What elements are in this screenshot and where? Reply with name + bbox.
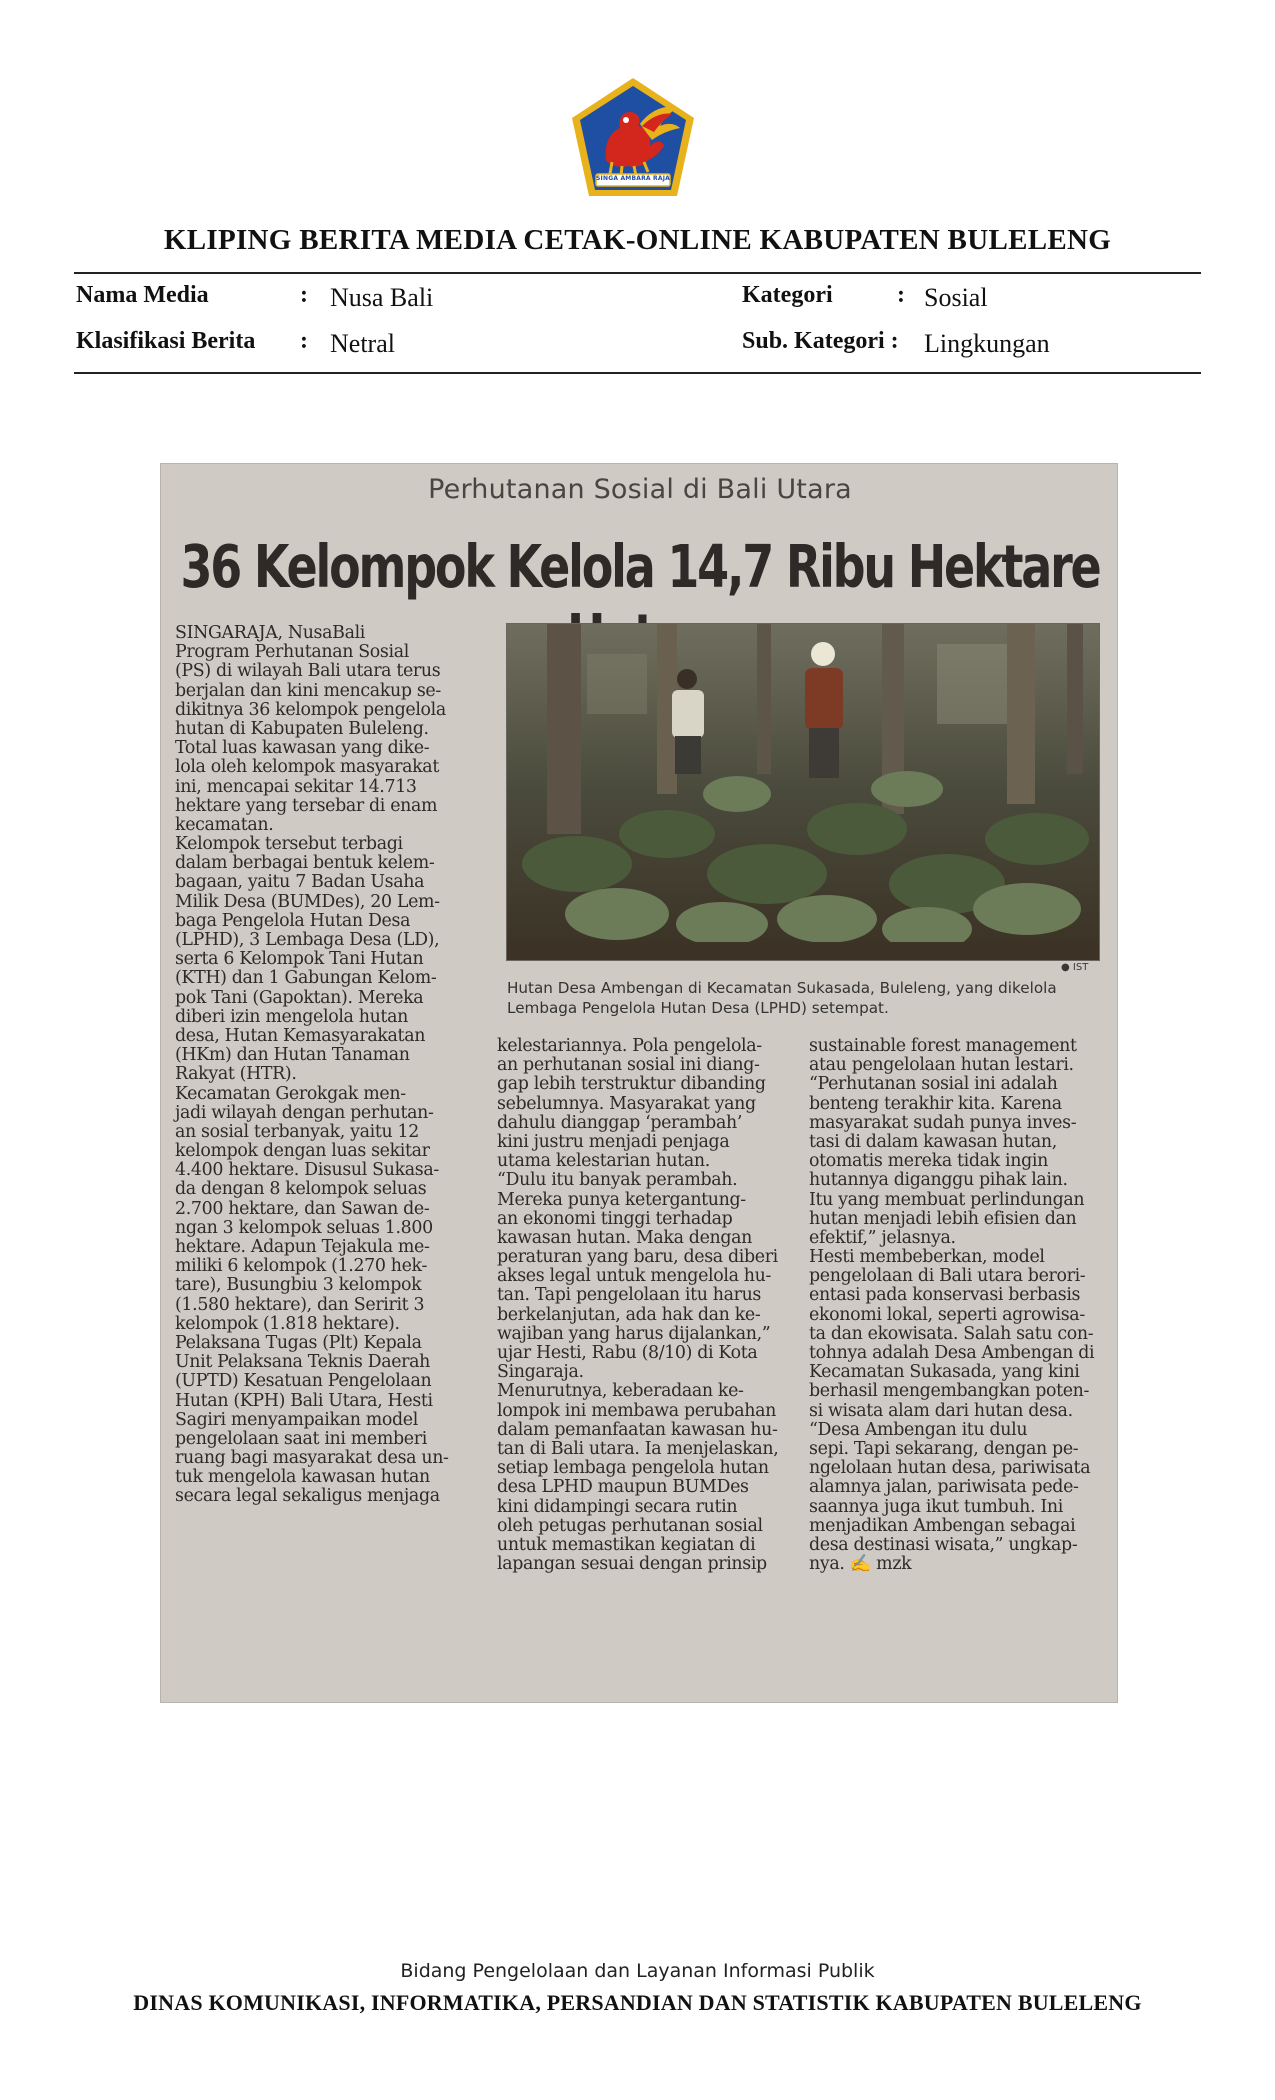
newspaper-clipping [160, 463, 1118, 1703]
article-text-line: ini, mencapai sekitar 14.713 [175, 776, 417, 797]
article-text-line: (HKm) dan Hutan Tanaman [175, 1045, 410, 1066]
article-text-line: Singaraja. [497, 1362, 584, 1383]
footer-division: Bidang Pengelolaan dan Layanan Informasi Publik [400, 1960, 875, 1982]
article-text-line: baga Pengelola Hutan Desa [175, 910, 411, 931]
article-text-line: Rakyat (HTR). [175, 1064, 297, 1085]
article-text-line: pok Tani (Gapoktan). Mereka [175, 987, 424, 1008]
article-text-line: “Perhutanan sosial ini adalah [809, 1074, 1058, 1095]
article-headline: 36 Kelompok Kelola 14,7 Ribu Hektare [180, 532, 1100, 602]
article-text-line: sepi. Tapi sekarang, dengan pe- [809, 1438, 1079, 1459]
article-text-line: pengelolaan saat ini memberi [175, 1428, 427, 1449]
article-text-line: peraturan yang baru, desa diberi [497, 1247, 778, 1268]
article-text-line: Hutan (KPH) Bali Utara, Hesti [175, 1390, 433, 1411]
article-text-line: secara legal sekaligus menjaga [175, 1486, 440, 1507]
article-text-line: desa destinasi wisata,” ungkap- [809, 1534, 1078, 1555]
article-text-line: ta dan ekowisata. Salah satu con- [809, 1323, 1094, 1344]
article-text-line: hektare. Adapun Tejakula me- [175, 1237, 430, 1257]
article-text-line: an sosial terbanyak, yaitu 12 [175, 1121, 419, 1142]
article-text-line: sebelumnya. Masyarakat yang [497, 1093, 756, 1114]
article-text-line: Pelaksana Tugas (Plt) Kepala [175, 1332, 422, 1353]
article-text-line: ngelolaan hutan desa, pariwisata [809, 1458, 1091, 1479]
article-text-line: kecamatan. [175, 814, 274, 835]
article-text-line: “Dulu itu banyak perambah. [497, 1170, 738, 1191]
caption-line: Hutan Desa Ambengan di Kecamatan Sukasada, Buleleng, yang dikelola [507, 979, 1057, 997]
article-text-line: ujar Hesti, Rabu (8/10) di Kota [497, 1343, 758, 1363]
article-text-line: ngan 3 kelompok seluas 1.800 [175, 1217, 433, 1238]
article-text-line: (UPTD) Kesatuan Pengelolaan [175, 1371, 432, 1392]
article-text-line: tuk mengelola kawasan hutan [175, 1467, 430, 1488]
article-text-line: oleh petugas perhutanan sosial [497, 1515, 763, 1536]
article-text-line: otomatis mereka tidak ingin [809, 1151, 1048, 1172]
article-text-line: tan. Tapi pengelolaan itu harus [497, 1285, 761, 1306]
article-text-line: Kelompok tersebut terbagi [175, 834, 403, 855]
article-text-line: hutan di Kabupaten Buleleng. [175, 718, 429, 739]
article-text-line: utama kelestarian hutan. [497, 1151, 710, 1172]
header-divider-top [74, 272, 1201, 274]
article-text-line: kawasan hutan. Maka dengan [497, 1227, 753, 1248]
article-text-line: an perhutanan sosial ini diang- [497, 1055, 760, 1076]
article-text-line: (KTH) dan 1 Gabungan Kelom- [175, 968, 437, 989]
article-text-line: tan di Bali utara. Ia menjelaskan, [497, 1438, 779, 1459]
article-text-line: “Desa Ambengan itu dulu [809, 1419, 1028, 1440]
klasifikasi-label: Klasifikasi Berita [76, 328, 256, 354]
article-text-line: (PS) di wilayah Bali utara terus [175, 661, 441, 682]
article-text-line: Milik Desa (BUMDes), 20 Lem- [175, 891, 440, 912]
article-text-line: atau pengelolaan hutan lestari. [809, 1055, 1074, 1076]
article-text-line: berjalan dan kini mencakup se- [175, 680, 441, 701]
article-text-line: menjadikan Ambengan sebagai [809, 1515, 1076, 1536]
article-text-line: Kecamatan Gerokgak men- [175, 1083, 406, 1104]
photo-caption [507, 978, 1103, 1018]
article-text-line: saannya juga ikut tumbuh. Ini [809, 1496, 1063, 1517]
header-divider-bottom [74, 372, 1201, 374]
article-column-1 [175, 624, 500, 1507]
article-text-line: dikitnya 36 kelompok pengelola [175, 699, 446, 720]
article-text-line: hutannya diganggu pihak lain. [809, 1170, 1068, 1191]
article-text-line: tasi di dalam kawasan hutan, [809, 1131, 1057, 1152]
article-text-line: Menurutnya, keberadaan ke- [497, 1381, 744, 1402]
article-text-line: ruang bagi masyarakat desa un- [175, 1448, 449, 1469]
article-text-line: desa LPHD maupun BUMDes [497, 1477, 749, 1498]
article-text-line: diberi izin mengelola hutan [175, 1006, 408, 1027]
article-text-line: hutan menjadi lebih efisien dan [809, 1208, 1077, 1229]
article-text-line: dalam pemanfaatan kawasan hu- [497, 1419, 778, 1440]
article-text-line: 4.400 hektare. Disusul Sukasa- [175, 1160, 439, 1181]
article-text-line: hektare yang tersebar di enam [175, 795, 438, 816]
article-text-line: Hesti membeberkan, model [809, 1247, 1045, 1268]
article-text-line: wajiban yang harus dijalankan,” [497, 1323, 771, 1344]
article-text-line: kini justru menjadi penjaga [497, 1131, 730, 1152]
article-text-line: desa, Hutan Kemasyarakatan [175, 1025, 426, 1046]
article-text-line: miliki 6 kelompok (1.270 hek- [175, 1256, 427, 1277]
article-text-line: ekonomi lokal, seperti agrowisa- [809, 1304, 1085, 1325]
article-text-line: serta 6 Kelompok Tani Hutan [175, 949, 424, 970]
article-text-line: benteng terakhir kita. Karena [809, 1093, 1062, 1114]
article-text-line: Unit Pelaksana Teknis Daerah [175, 1352, 430, 1373]
article-text-line: tare), Busungbiu 3 kelompok [175, 1275, 422, 1296]
article-text-line: Sagiri menyampaikan model [175, 1409, 418, 1430]
photo-credit: ● IST [1061, 962, 1089, 973]
klasifikasi-value: Netral [330, 329, 395, 358]
article-photo [506, 623, 1100, 961]
article-text-line: dalam berbagai bentuk kelem- [175, 853, 435, 874]
article-text-line: alamnya jalan, pariwisata pede- [809, 1477, 1079, 1498]
article-text-line: gap lebih terstruktur dibanding [497, 1074, 766, 1095]
article-text-line: Kecamatan Sukasada, yang kini [809, 1362, 1080, 1383]
klasifikasi-separator: : [300, 328, 308, 354]
article-text-line: dahulu dianggap ‘perambah’ [497, 1112, 743, 1133]
article-text-line: Itu yang membuat perlindungan [809, 1189, 1085, 1210]
article-text-line: nya. ✍ mzk [809, 1554, 912, 1575]
article-text-line: tohnya adalah Desa Ambengan di [809, 1343, 1095, 1363]
kategori-value: Sosial [924, 283, 988, 312]
article-text-line: kelestariannya. Pola pengelola- [497, 1036, 762, 1056]
article-text-line: setiap lembaga pengelola hutan [497, 1458, 769, 1479]
article-text-line: da dengan 8 kelompok seluas [175, 1179, 427, 1200]
article-text-line: 2.700 hektare, dan Sawan de- [175, 1198, 430, 1219]
article-text-line: lola oleh kelompok masyarakat [175, 757, 439, 778]
caption-line: Lembaga Pengelola Hutan Desa (LPHD) setempat. [507, 999, 889, 1017]
media-label: Nama Media [76, 282, 209, 308]
crest-banner-text: SINGA AMBARA RAJA [596, 175, 670, 182]
kategori-separator: : [897, 282, 905, 308]
article-text-line: (1.580 hektare), dan Seririt 3 [175, 1294, 425, 1315]
footer-agency: DINAS KOMUNIKASI, INFORMATIKA, PERSANDIAN DAN STATISTIK KABUPATEN BULELENG [133, 1990, 1142, 2015]
kategori-label: Kategori [742, 282, 833, 308]
article-column-2 [497, 1037, 805, 1574]
article-text-line: kini didampingi secara rutin [497, 1496, 738, 1517]
article-text-line: Mereka punya ketergantung- [497, 1189, 746, 1210]
article-text-line: akses legal untuk mengelola hu- [497, 1266, 771, 1287]
article-text-line: untuk memastikan kegiatan di [497, 1534, 756, 1555]
article-text-line: lompok ini membawa perubahan [497, 1400, 777, 1421]
article-text-line: sustainable forest management [809, 1036, 1077, 1056]
article-text-line: SINGARAJA, NusaBali [175, 623, 366, 643]
article-text-line: berhasil mengembangkan poten- [809, 1381, 1090, 1402]
article-column-3 [809, 1037, 1109, 1574]
media-value: Nusa Bali [330, 283, 434, 312]
article-text-line: Program Perhutanan Sosial [175, 642, 409, 663]
article-text-line: pengelolaan di Bali utara berori- [809, 1266, 1086, 1287]
article-text-line: berkelanjutan, ada hak dan ke- [497, 1304, 761, 1325]
article-text-line: Total luas kawasan yang dike- [175, 738, 430, 759]
article-kicker: Perhutanan Sosial di Bali Utara [428, 474, 852, 505]
article-text-line: si wisata alam dari hutan desa. [809, 1400, 1073, 1421]
article-text-line: efektif,” jelasnya. [809, 1227, 956, 1248]
subkategori-value: Lingkungan [924, 329, 1050, 358]
article-text-line: bagaan, yaitu 7 Badan Usaha [175, 872, 425, 893]
article-text-line: jadi wilayah dengan perhutan- [175, 1102, 434, 1123]
media-separator: : [300, 282, 308, 308]
article-text-line: kelompok dengan luas sekitar [175, 1141, 430, 1162]
article-text-line: masyarakat sudah punya inves- [809, 1112, 1077, 1133]
article-text-line: kelompok (1.818 hektare). [175, 1313, 400, 1334]
article-text-line: lapangan sesuai dengan prinsip [497, 1554, 767, 1575]
article-text-line: entasi pada konservasi berbasis [809, 1285, 1081, 1306]
document-title: KLIPING BERITA MEDIA CETAK-ONLINE KABUPATEN BULELENG [163, 224, 1112, 256]
subkategori-label: Sub. Kategori : [742, 328, 899, 354]
article-text-line: (LPHD), 3 Lembaga Desa (LD), [175, 930, 440, 950]
article-text-line: an ekonomi tinggi terhadap [497, 1208, 733, 1229]
